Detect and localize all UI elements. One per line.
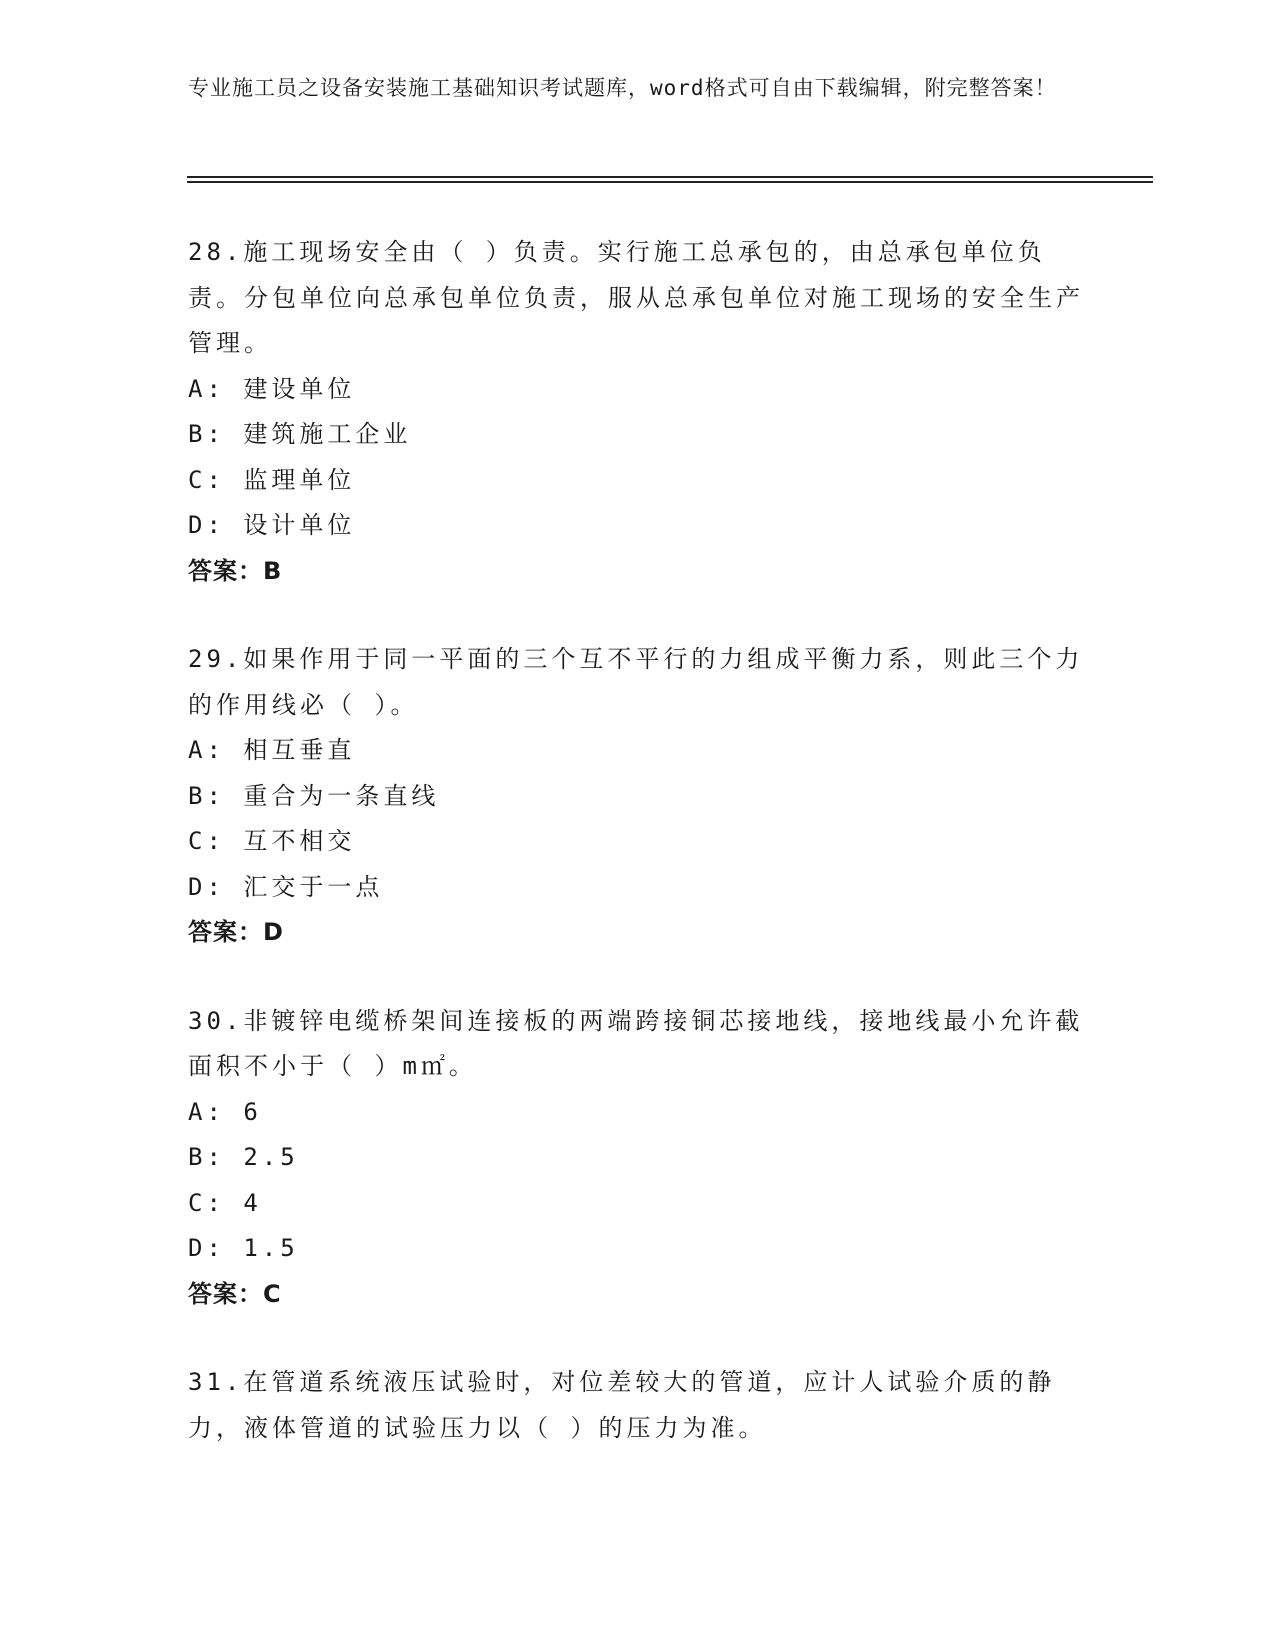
question-stem: 31.在管道系统液压试验时，对位差较大的管道，应计人试验介质的静力，液体管道的试验压力以（ ）的压力为准。 [188,1368,1056,1442]
question-31 [188,1360,1088,1451]
question-list [188,230,1088,1494]
option-d: D: 设计单位 [188,511,356,539]
document-header: 专业施工员之设备安装施工基础知识考试题库，word格式可自由下载编辑，附完整答案！ [188,76,1057,100]
answer-label: 答案：B [188,556,283,585]
question-29 [188,637,1088,956]
option-d: D: 1.5 [188,1234,299,1262]
option-c: C: 互不相交 [188,827,356,855]
question-stem: 29.如果作用于同一平面的三个互不平行的力组成平衡力系，则此三个力的作用线必（ ）。 [188,645,1084,719]
option-b: B: 2.5 [188,1143,299,1171]
option-a: A: 相互垂直 [188,736,356,764]
option-c: C: 监理单位 [188,465,356,494]
question-28 [188,230,1088,594]
option-d: D: 汇交于一点 [188,872,384,901]
answer-label: 答案：D [188,918,284,946]
header-divider-top [187,176,1153,178]
question-stem: 28.施工现场安全由（ ）负责。实行施工总承包的，由总承包单位负责。分包单位向总承包单位负责，服从总承包单位对施工现场的安全生产管理。 [188,238,1084,357]
answer-label: 答案：C [188,1279,282,1308]
question-30 [188,999,1088,1318]
option-c: C: 4 [188,1188,262,1217]
option-a: A: 建设单位 [188,374,356,403]
option-a: A: 6 [188,1097,262,1126]
option-b: B: 建筑施工企业 [188,420,412,448]
header-divider-bottom [187,181,1153,183]
option-b: B: 重合为一条直线 [188,781,440,810]
question-stem: 30.非镀锌电缆桥架间连接板的两端跨接铜芯接地线，接地线最小允许截面积不小于（ ）m㎡。 [188,1006,1084,1080]
